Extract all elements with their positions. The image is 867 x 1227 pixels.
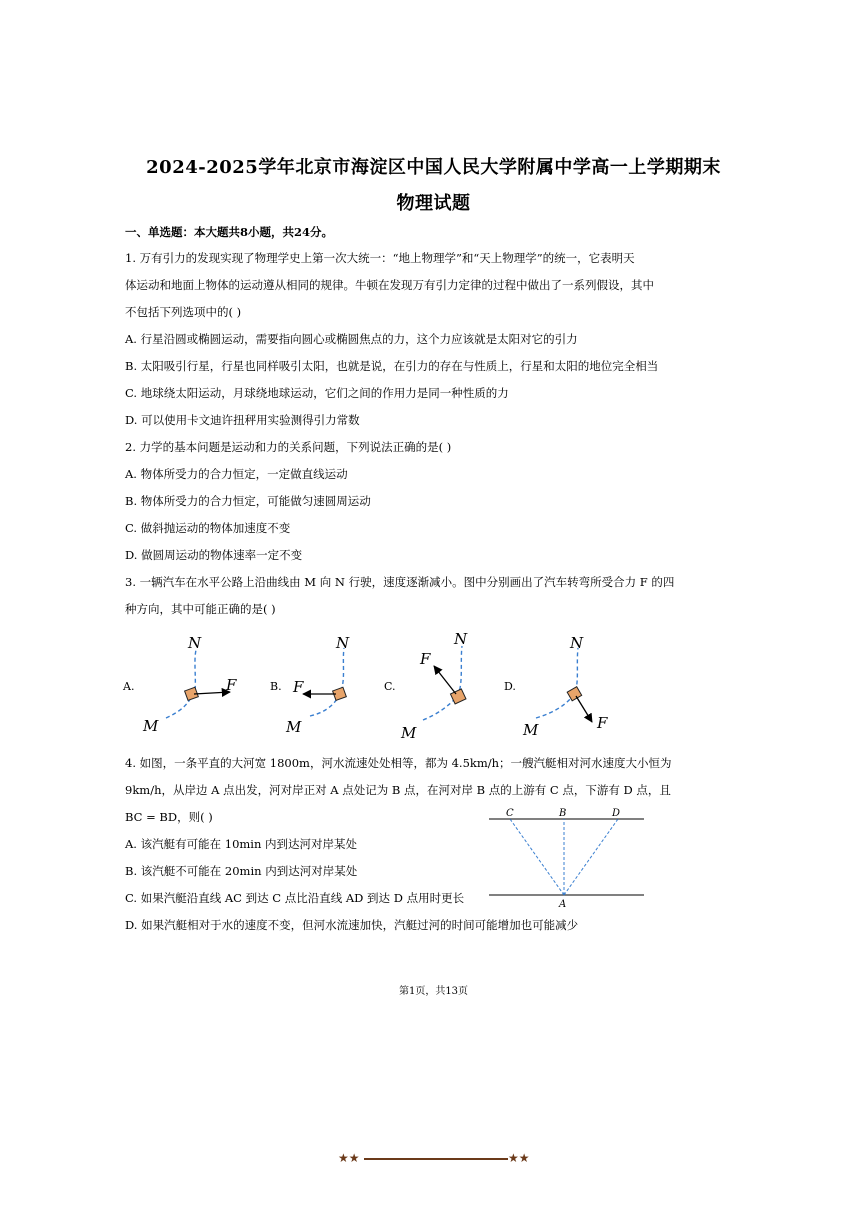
q3-figure-b-f: F: [293, 678, 304, 696]
q1-option-b: B. 太阳吸引行星，行星也同样吸引太阳，也就是说，在引力的存在与性质上，行星和太阳的地位完全相当: [125, 359, 659, 373]
q1-option-c: C. 地球绕太阳运动，月球绕地球运动，它们之间的作用力是同一种性质的力: [125, 386, 509, 400]
right-stars-icon: ★★: [508, 1151, 530, 1165]
q4-stem-line-2: 9km/h，从岸边 A 点出发，河对岸正对 A 点处记为 B 点，在河对岸 B 点的上游有 C 点，下游有 D 点，且: [125, 783, 671, 797]
q3-figure-a-curve: [166, 650, 196, 718]
q4-river-figure: [486, 803, 656, 911]
q3-figure-d-m: M: [523, 721, 539, 739]
decorative-star-bar: [338, 1151, 534, 1167]
q3-figure-c-force-arrow: [434, 666, 456, 694]
q4-option-d: D. 如果汽艇相对于水的速度不变，但河水流速加快，汽艇过河的时间可能增加也可能减少: [125, 918, 579, 932]
q3-figure-d-curve: [536, 648, 578, 718]
q3-figure-c-f: F: [420, 650, 431, 668]
q3-figure-d-car: [567, 687, 582, 701]
page-number: 第1页，共13页: [398, 986, 469, 997]
q1-stem-line-3: 不包括下列选项中的( ): [125, 305, 242, 319]
left-stars-icon: ★★: [338, 1151, 360, 1165]
q3-stem-line-1: 3. 一辆汽车在水平公路上沿曲线由 M 向 N 行驶，速度逐渐减小。图中分别画出了汽车转弯所受合力 F 的四: [125, 575, 675, 589]
q2-stem: 2. 力学的基本问题是运动和力的关系问题，下列说法正确的是( ): [125, 440, 452, 454]
q3-figure-d-option: D.: [504, 680, 516, 693]
q4-label-c: C: [506, 808, 514, 819]
q4-option-b: B. 该汽艇不可能在 20min 内到达河对岸某处: [125, 864, 358, 878]
q3-figure-a-n: N: [188, 634, 202, 652]
q4-label-d: D: [612, 808, 621, 819]
q3-figure-b-curve: [310, 648, 344, 716]
q3-figure-d-f: F: [597, 714, 608, 732]
q2-option-d: D. 做圆周运动的物体速率一定不变: [125, 548, 303, 562]
q3-figure-d-n: N: [570, 634, 584, 652]
q3-figure-b-option: B.: [270, 680, 282, 693]
q1-stem-line-1: 1. 万有引力的发现实现了物理学史上第一次大统一：“地上物理学”和“天上物理学”的统一，它表明天: [125, 251, 635, 265]
q3-figures: [118, 628, 758, 748]
q3-figure-a-option: A.: [123, 680, 135, 693]
q3-figure-a-m: M: [143, 717, 159, 735]
q3-figure-b: [270, 634, 350, 736]
title-line-2: 物理试题: [396, 193, 471, 214]
q4-line-ac: [510, 819, 564, 895]
title-line-1: 2024-2025学年北京市海淀区中国人民大学附属中学高一上学期期末: [146, 157, 721, 178]
q4-line-ad: [564, 819, 618, 895]
q3-figure-b-n: N: [336, 634, 350, 652]
q3-figure-c-m: M: [401, 724, 417, 742]
q1-option-a: A. 行星沿圆或椭圆运动，需要指向圆心或椭圆焦点的力，这个力应该就是太阳对它的引力: [125, 332, 578, 346]
q4-stem-line-1: 4. 如图，一条平直的大河宽 1800m，河水流速处处相等，都为 4.5km/h；一艘汽艇相对河水速度大小恒为: [125, 756, 672, 770]
q1-stem-line-2: 体运动和地面上物体的运动遵从相同的规律。牛顿在发现万有引力定律的过程中做出了一系列假设，其中: [125, 278, 654, 292]
q2-option-b: B. 物体所受力的合力恒定，可能做匀速圆周运动: [125, 494, 371, 508]
q3-figure-a-force-arrow: [194, 692, 230, 694]
section-heading: 一、单选题：本大题共8小题，共24分。: [125, 225, 334, 239]
q4-label-a: A: [559, 899, 567, 910]
q3-stem-line-2: 种方向，其中可能正确的是( ): [125, 602, 276, 616]
divider-line: [364, 1158, 508, 1160]
q3-figure-c-option: C.: [384, 680, 396, 693]
q4-option-a: A. 该汽艇有可能在 10min 内到达河对岸某处: [125, 837, 358, 851]
q3-figure-d-force-arrow: [576, 696, 592, 722]
q2-option-c: C. 做斜抛运动的物体加速度不变: [125, 521, 291, 535]
q1-option-d: D. 可以使用卡文迪许扭秤用实验测得引力常数: [125, 413, 360, 427]
q3-figure-a-f: F: [226, 676, 237, 694]
q3-figure-d: [504, 634, 608, 739]
q4-option-c: C. 如果汽艇沿直线 AC 到达 C 点比沿直线 AD 到达 D 点用时更长: [125, 891, 465, 905]
q3-figure-c: [384, 630, 468, 742]
q3-figure-c-car: [450, 689, 466, 704]
q2-option-a: A. 物体所受力的合力恒定，一定做直线运动: [125, 467, 348, 481]
q3-figure-a: [122, 634, 237, 735]
q4-stem-line-3: BC = BD，则( ): [125, 810, 213, 824]
q3-figure-c-n: N: [454, 630, 468, 648]
q3-figure-b-m: M: [286, 718, 302, 736]
q4-label-b: B: [559, 808, 567, 819]
